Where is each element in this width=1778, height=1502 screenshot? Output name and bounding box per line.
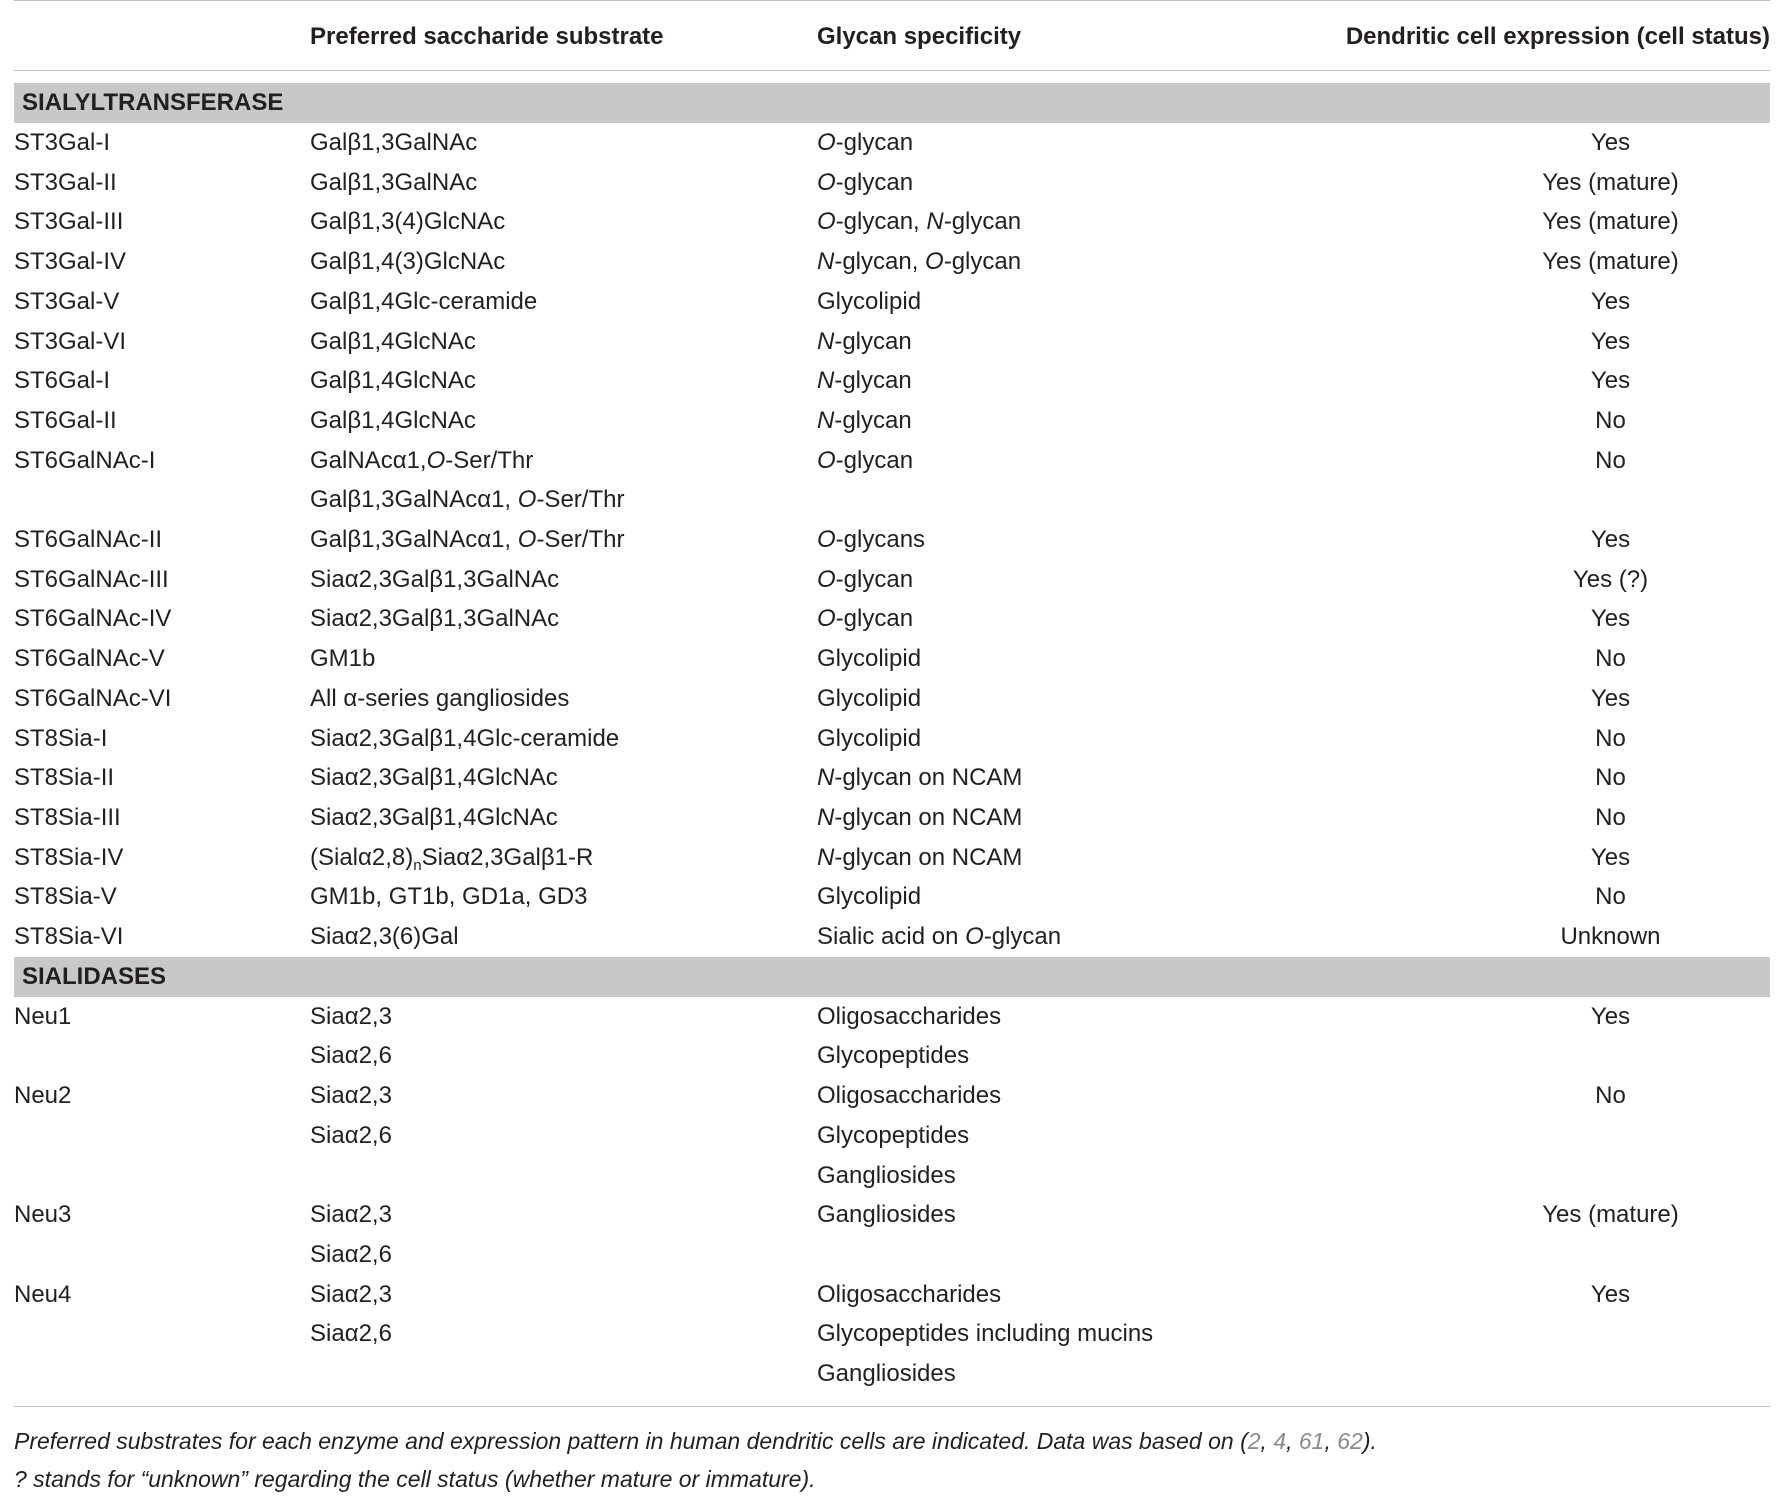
enzyme-cell bbox=[14, 1314, 310, 1354]
enzyme-cell bbox=[14, 1235, 310, 1275]
header-expression: Dendritic cell expression (cell status) bbox=[1261, 1, 1770, 71]
expression-cell bbox=[1261, 1235, 1770, 1275]
glycan-cell: Gangliosides bbox=[817, 1201, 956, 1229]
glycan-cell bbox=[817, 1235, 1261, 1275]
footnote-line-1 bbox=[14, 1422, 1770, 1460]
glycan-cell bbox=[817, 480, 1261, 520]
glycan-cell: O-glycan bbox=[817, 446, 914, 474]
table-row bbox=[14, 1116, 1770, 1156]
glycan-cell: N-glycan on NCAM bbox=[817, 843, 1023, 871]
glycan-cell: O-glycan, N-glycan bbox=[817, 208, 1022, 236]
table-row bbox=[14, 202, 1770, 242]
enzyme-cell bbox=[14, 1116, 310, 1156]
substrate-cell: Galβ1,3GalNAc bbox=[310, 129, 478, 156]
glycan-cell: Glycopeptides bbox=[817, 1042, 970, 1070]
enzyme-cell: ST3Gal-V bbox=[14, 287, 120, 315]
substrate-cell: Galβ1,4(3)GlcNAc bbox=[310, 248, 506, 276]
substrate-cell: Siaα2,3 bbox=[310, 1201, 392, 1229]
substrate-cell: Galβ1,4GlcNAc bbox=[310, 367, 476, 395]
enzyme-table bbox=[14, 0, 1770, 1394]
expression-cell: No bbox=[1595, 803, 1626, 831]
footnote-end: ). bbox=[1362, 1428, 1377, 1454]
glycan-cell: Glycolipid bbox=[817, 883, 922, 911]
expression-cell bbox=[1261, 1156, 1770, 1196]
glycan-cell: Oligosaccharides bbox=[817, 1280, 1002, 1308]
expression-cell: Yes (mature) bbox=[1542, 208, 1679, 236]
substrate-cell: Galβ1,3(4)GlcNAc bbox=[310, 208, 506, 236]
substrate-cell: Galβ1,3GalNAc bbox=[310, 168, 478, 196]
table-row bbox=[14, 123, 1770, 163]
substrate-cell: Siaα2,3Galβ1,4Glc-ceramide bbox=[310, 724, 620, 752]
section-title: SIALIDASES bbox=[14, 957, 1770, 997]
expression-cell: Unknown bbox=[1560, 923, 1661, 951]
substrate-cell: Siaα2,6 bbox=[310, 1121, 392, 1149]
table-row bbox=[14, 361, 1770, 401]
expression-cell: No bbox=[1595, 883, 1626, 911]
glycan-cell: Glycopeptides including mucins bbox=[817, 1320, 1154, 1348]
table-row bbox=[14, 1314, 1770, 1354]
expression-cell: Yes bbox=[1590, 327, 1631, 355]
expression-cell: No bbox=[1595, 724, 1626, 752]
glycan-cell: Gangliosides bbox=[817, 1360, 956, 1388]
glycan-cell: O-glycan bbox=[817, 168, 914, 196]
glycan-cell: O-glycan bbox=[817, 129, 914, 156]
table-row bbox=[14, 639, 1770, 679]
glycan-cell: Glycolipid bbox=[817, 287, 922, 315]
footnote bbox=[14, 1422, 1770, 1498]
expression-cell: Yes (mature) bbox=[1542, 168, 1679, 196]
substrate-cell: GM1b bbox=[310, 645, 376, 673]
enzyme-cell: ST8Sia-VI bbox=[14, 923, 124, 951]
enzyme-cell: ST6GalNAc-V bbox=[14, 645, 165, 673]
glycan-cell: N-glycan on NCAM bbox=[817, 764, 1023, 792]
enzyme-cell: Neu3 bbox=[14, 1201, 72, 1229]
expression-cell bbox=[1261, 1314, 1770, 1354]
substrate-cell bbox=[310, 1354, 817, 1394]
table-row bbox=[14, 599, 1770, 639]
expression-cell: Yes bbox=[1590, 129, 1631, 156]
enzyme-cell: ST8Sia-III bbox=[14, 803, 121, 831]
table-row bbox=[14, 401, 1770, 441]
expression-cell: Yes bbox=[1590, 367, 1631, 395]
enzyme-cell: Neu1 bbox=[14, 1002, 72, 1030]
enzyme-cell: ST6GalNAc-IV bbox=[14, 605, 172, 633]
enzyme-cell: ST3Gal-II bbox=[14, 168, 117, 196]
enzyme-cell: ST6GalNAc-VI bbox=[14, 684, 172, 712]
table-row bbox=[14, 480, 1770, 520]
enzyme-cell: ST8Sia-V bbox=[14, 883, 117, 911]
substrate-cell: Galβ1,3GalNAcα1, O-Ser/Thr bbox=[310, 486, 625, 514]
glycan-cell: N-glycan on NCAM bbox=[817, 803, 1023, 831]
expression-cell bbox=[1261, 1116, 1770, 1156]
glycan-cell: Glycolipid bbox=[817, 724, 922, 752]
footnote-line-2: ? stands for “unknown” regarding the cell status (whether mature or immature). bbox=[14, 1466, 816, 1492]
enzyme-cell: ST6GalNAc-II bbox=[14, 526, 163, 554]
expression-cell bbox=[1261, 480, 1770, 520]
glycan-cell: Glycopeptides bbox=[817, 1121, 970, 1149]
enzyme-cell: ST3Gal-VI bbox=[14, 327, 127, 355]
substrate-cell bbox=[310, 1156, 817, 1196]
expression-cell: Yes bbox=[1590, 843, 1631, 871]
bottom-rule bbox=[14, 1406, 1770, 1407]
substrate-cell: Galβ1,4GlcNAc bbox=[310, 327, 476, 355]
header-enzyme bbox=[14, 1, 310, 71]
substrate-cell: Siaα2,3 bbox=[310, 1082, 392, 1110]
substrate-cell: Siaα2,3Galβ1,3GalNAc bbox=[310, 565, 560, 593]
table-row bbox=[14, 441, 1770, 481]
substrate-cell: GalNAcα1,O-Ser/Thr bbox=[310, 446, 534, 474]
expression-cell: Yes bbox=[1590, 526, 1631, 554]
footnote-text: Preferred substrates for each enzyme and expression pattern in human dendritic cells are indicated. Data was based on ( bbox=[14, 1428, 1248, 1454]
enzyme-cell: ST6Gal-I bbox=[14, 367, 111, 395]
substrate-cell: GM1b, GT1b, GD1a, GD3 bbox=[310, 883, 588, 911]
section-title: SIALYLTRANSFERASE bbox=[14, 83, 1770, 123]
table-row bbox=[14, 798, 1770, 838]
table-row bbox=[14, 1354, 1770, 1394]
enzyme-cell bbox=[14, 1354, 310, 1394]
table-body bbox=[14, 71, 1770, 1394]
expression-cell bbox=[1261, 1354, 1770, 1394]
table-row bbox=[14, 163, 1770, 203]
expression-cell: Yes (?) bbox=[1572, 565, 1649, 593]
expression-cell bbox=[1261, 1036, 1770, 1076]
substrate-cell: Siaα2,3Galβ1,3GalNAc bbox=[310, 605, 560, 633]
substrate-cell: Siaα2,3(6)Gal bbox=[310, 923, 459, 951]
glycan-cell: N-glycan bbox=[817, 406, 912, 434]
table-row bbox=[14, 838, 1770, 878]
enzyme-cell: ST8Sia-IV bbox=[14, 843, 124, 871]
table-row bbox=[14, 1195, 1770, 1235]
enzyme-cell: ST8Sia-I bbox=[14, 724, 108, 752]
substrate-cell: $(Sial\alpha 2,8)_nSia\alpha 2,3Gal\beta 1-R$ bbox=[310, 843, 594, 874]
table-row bbox=[14, 1235, 1770, 1275]
substrate-cell: Siaα2,6 bbox=[310, 1320, 392, 1348]
table-row bbox=[14, 997, 1770, 1037]
enzyme-cell bbox=[14, 1036, 310, 1076]
glycan-cell: Glycolipid bbox=[817, 645, 922, 673]
table-row bbox=[14, 282, 1770, 322]
substrate-cell: Galβ1,4Glc-ceramide bbox=[310, 287, 538, 315]
reference-link[interactable]: 2 bbox=[1247, 1428, 1261, 1454]
substrate-cell: Siaα2,3 bbox=[310, 1002, 392, 1030]
expression-cell: No bbox=[1595, 645, 1626, 673]
table-row bbox=[14, 520, 1770, 560]
reference-link[interactable]: 4 bbox=[1273, 1428, 1287, 1454]
table-row bbox=[14, 1076, 1770, 1116]
reference-link[interactable]: 61 bbox=[1298, 1428, 1325, 1454]
substrate-cell: Galβ1,4GlcNAc bbox=[310, 406, 476, 434]
substrate-cell: All α-series gangliosides bbox=[310, 684, 570, 712]
glycan-cell: Gangliosides bbox=[817, 1161, 956, 1189]
table-row bbox=[14, 679, 1770, 719]
substrate-cell: Siaα2,3Galβ1,4GlcNAc bbox=[310, 764, 558, 792]
table-row bbox=[14, 917, 1770, 957]
glycan-cell: N-glycan bbox=[817, 327, 912, 355]
glycan-cell: Sialic acid on O-glycan bbox=[817, 923, 1062, 951]
enzyme-cell: ST3Gal-III bbox=[14, 208, 124, 236]
expression-cell: No bbox=[1595, 446, 1626, 474]
header-row bbox=[14, 1, 1770, 71]
enzyme-cell: ST3Gal-IV bbox=[14, 248, 127, 276]
enzyme-cell bbox=[14, 480, 310, 520]
glycan-cell: Oligosaccharides bbox=[817, 1082, 1002, 1110]
enzyme-cell: ST6GalNAc-III bbox=[14, 565, 169, 593]
expression-cell: Yes bbox=[1590, 1280, 1631, 1308]
reference-link[interactable]: 62 bbox=[1337, 1428, 1363, 1454]
section-header bbox=[14, 83, 1770, 123]
glycan-cell: Oligosaccharides bbox=[817, 1002, 1002, 1030]
expression-cell: Yes bbox=[1590, 1002, 1631, 1030]
header-substrate: Preferred saccharide substrate bbox=[310, 1, 817, 71]
substrate-cell: Siaα2,6 bbox=[310, 1240, 392, 1268]
glycan-cell: Glycolipid bbox=[817, 684, 922, 712]
table-container bbox=[14, 0, 1770, 1394]
enzyme-cell: ST3Gal-I bbox=[14, 129, 111, 156]
footnote-refs[interactable]: 2, 4, 61, 62 bbox=[1247, 1428, 1363, 1454]
expression-cell: Yes bbox=[1590, 684, 1631, 712]
enzyme-cell: ST6GalNAc-I bbox=[14, 446, 156, 474]
table-row bbox=[14, 322, 1770, 362]
expression-cell: No bbox=[1595, 764, 1626, 792]
table-row bbox=[14, 877, 1770, 917]
table-row bbox=[14, 1275, 1770, 1315]
header-glycan: Glycan specificity bbox=[817, 1, 1261, 71]
enzyme-cell: ST8Sia-II bbox=[14, 764, 115, 792]
glycan-cell: N-glycan bbox=[817, 367, 912, 395]
expression-cell: No bbox=[1595, 406, 1626, 434]
table-row bbox=[14, 719, 1770, 759]
substrate-cell: Siaα2,3 bbox=[310, 1280, 392, 1308]
expression-cell: Yes (mature) bbox=[1542, 248, 1679, 276]
glycan-cell: O-glycans bbox=[817, 526, 926, 554]
table-row bbox=[14, 1036, 1770, 1076]
expression-cell: Yes (mature) bbox=[1542, 1201, 1679, 1229]
substrate-cell: Siaα2,6 bbox=[310, 1042, 392, 1070]
section-header bbox=[14, 957, 1770, 997]
table-row bbox=[14, 560, 1770, 600]
enzyme-cell bbox=[14, 1156, 310, 1196]
expression-cell: Yes bbox=[1590, 287, 1631, 315]
table-row bbox=[14, 242, 1770, 282]
enzyme-cell: ST6Gal-II bbox=[14, 406, 117, 434]
glycan-cell: N-glycan, O-glycan bbox=[817, 248, 1022, 276]
enzyme-cell: Neu2 bbox=[14, 1082, 72, 1110]
enzyme-cell: Neu4 bbox=[14, 1280, 72, 1308]
table-row bbox=[14, 1156, 1770, 1196]
glycan-cell: O-glycan bbox=[817, 605, 914, 633]
header-gap bbox=[14, 71, 1770, 84]
expression-cell: No bbox=[1595, 1082, 1626, 1110]
glycan-cell: O-glycan bbox=[817, 565, 914, 593]
expression-cell: Yes bbox=[1590, 605, 1631, 633]
table-row bbox=[14, 758, 1770, 798]
substrate-cell: Galβ1,3GalNAcα1, O-Ser/Thr bbox=[310, 526, 625, 554]
substrate-cell: Siaα2,3Galβ1,4GlcNAc bbox=[310, 803, 558, 831]
